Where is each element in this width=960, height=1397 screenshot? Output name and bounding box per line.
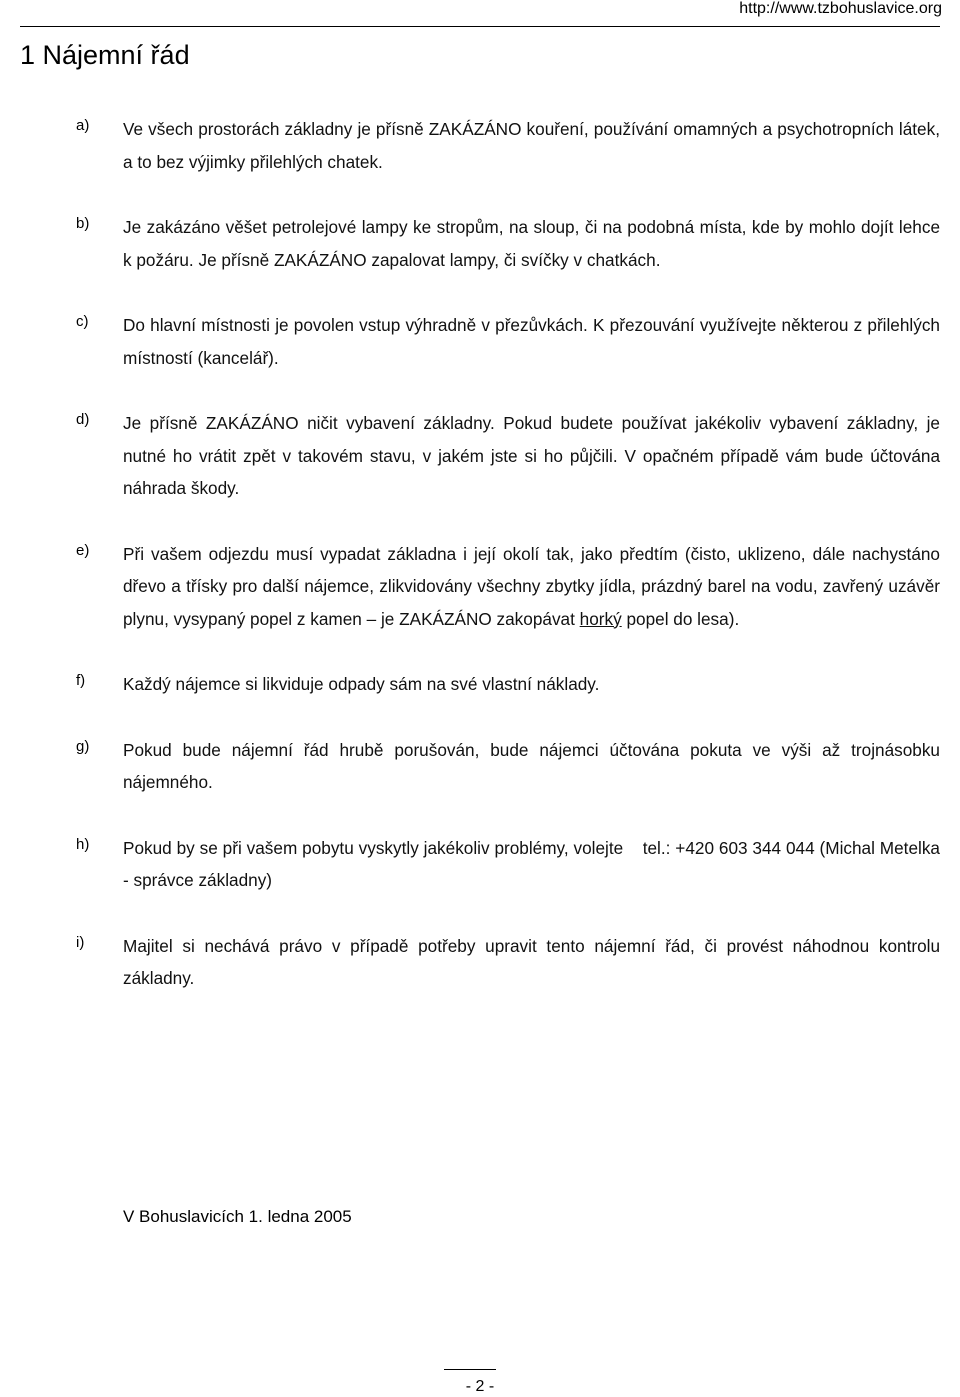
rule-letter: i) [76, 933, 85, 951]
rule-item-d [0, 407, 960, 505]
rule-item-b [0, 211, 960, 276]
footer-divider [444, 1369, 496, 1370]
header-divider [20, 26, 940, 27]
rule-text: Je zakázáno věšet petrolejové lampy ke stropům, na sloup, či na podobná místa, kde by mohlo dojít lehce k požáru. Je přísně ZAKÁZÁNO zapalovat lampy, či svíčky v chatkách. [123, 217, 940, 270]
rule-text: Každý nájemce si likviduje odpady sám na své vlastní náklady. [123, 674, 600, 694]
rule-item-f [0, 668, 960, 701]
rule-letter: e) [76, 541, 90, 559]
rule-text-part: Při vašem odjezdu musí vypadat základna i její okolí tak, jako předtím (čisto, uklizeno, dále nachystáno dřevo a třísky pro další nájemce, zlikvidovány všechny zbytky jídla, prázdný barel na vodu, zavřený uzávěr plynu, vysypaný popel z kamen – je ZAKÁZÁNO zakopávat [123, 543, 940, 629]
rule-text-part: popel do lesa). [621, 608, 740, 629]
rule-item-e [0, 538, 960, 636]
signature-date: V Bohuslavicích 1. ledna 2005 [123, 1207, 352, 1226]
rule-letter: g) [76, 737, 90, 755]
underlined-word: horký [579, 608, 622, 629]
rule-text: Pokud bude nájemní řád hrubě porušován, bude nájemci účtována pokuta ve výši až trojnásobku nájemného. [123, 739, 940, 792]
header-url: http://www.tzbohuslavice.org [739, 0, 942, 17]
rule-text: Je přísně ZAKÁZÁNO ničit vybavení základny. Pokud budete používat jakékoliv vybavení základny, je nutné ho vrátit zpět v takovém stavu, v jakém jste si ho půjčili. V opačném případě vám bude účtována náhrada škody. [123, 413, 940, 498]
rule-letter: a) [76, 117, 90, 134]
rule-item-a [0, 113, 960, 178]
rule-item-h [0, 832, 960, 897]
rule-text: Majitel si nechává právo v případě potřeby upravit tento nájemní řád, či provést náhodnou kontrolu základny. [123, 935, 940, 988]
rule-letter: c) [76, 313, 89, 330]
rule-item-c [0, 309, 960, 374]
rule-text: Do hlavní místnosti je povolen vstup výhradně v přezůvkách. K přezouvání využívejte některou z přilehlých místností (kancelář). [123, 315, 940, 368]
rule-letter: h) [76, 835, 90, 853]
rule-letter: b) [76, 215, 90, 232]
rule-text: Pokud by se při vašem pobytu vyskytly jakékoliv problémy, volejte tel.: +420 603 344 044 (Michal Metelka - správce základny) [123, 837, 945, 890]
rule-letter: d) [76, 411, 90, 428]
rules-list [0, 113, 960, 1028]
page-title: 1 Nájemní řád [20, 40, 190, 70]
rule-item-i [0, 930, 960, 995]
rule-letter: f) [76, 672, 86, 689]
rule-text: Ve všech prostorách základny je přísně ZAKÁZÁNO kouření, používání omamných a psychotropních látek, a to bez výjimky přilehlých chatek. [123, 119, 940, 172]
page-number: - 2 - [465, 1378, 495, 1395]
rule-item-g [0, 734, 960, 799]
rule-text [123, 538, 940, 636]
